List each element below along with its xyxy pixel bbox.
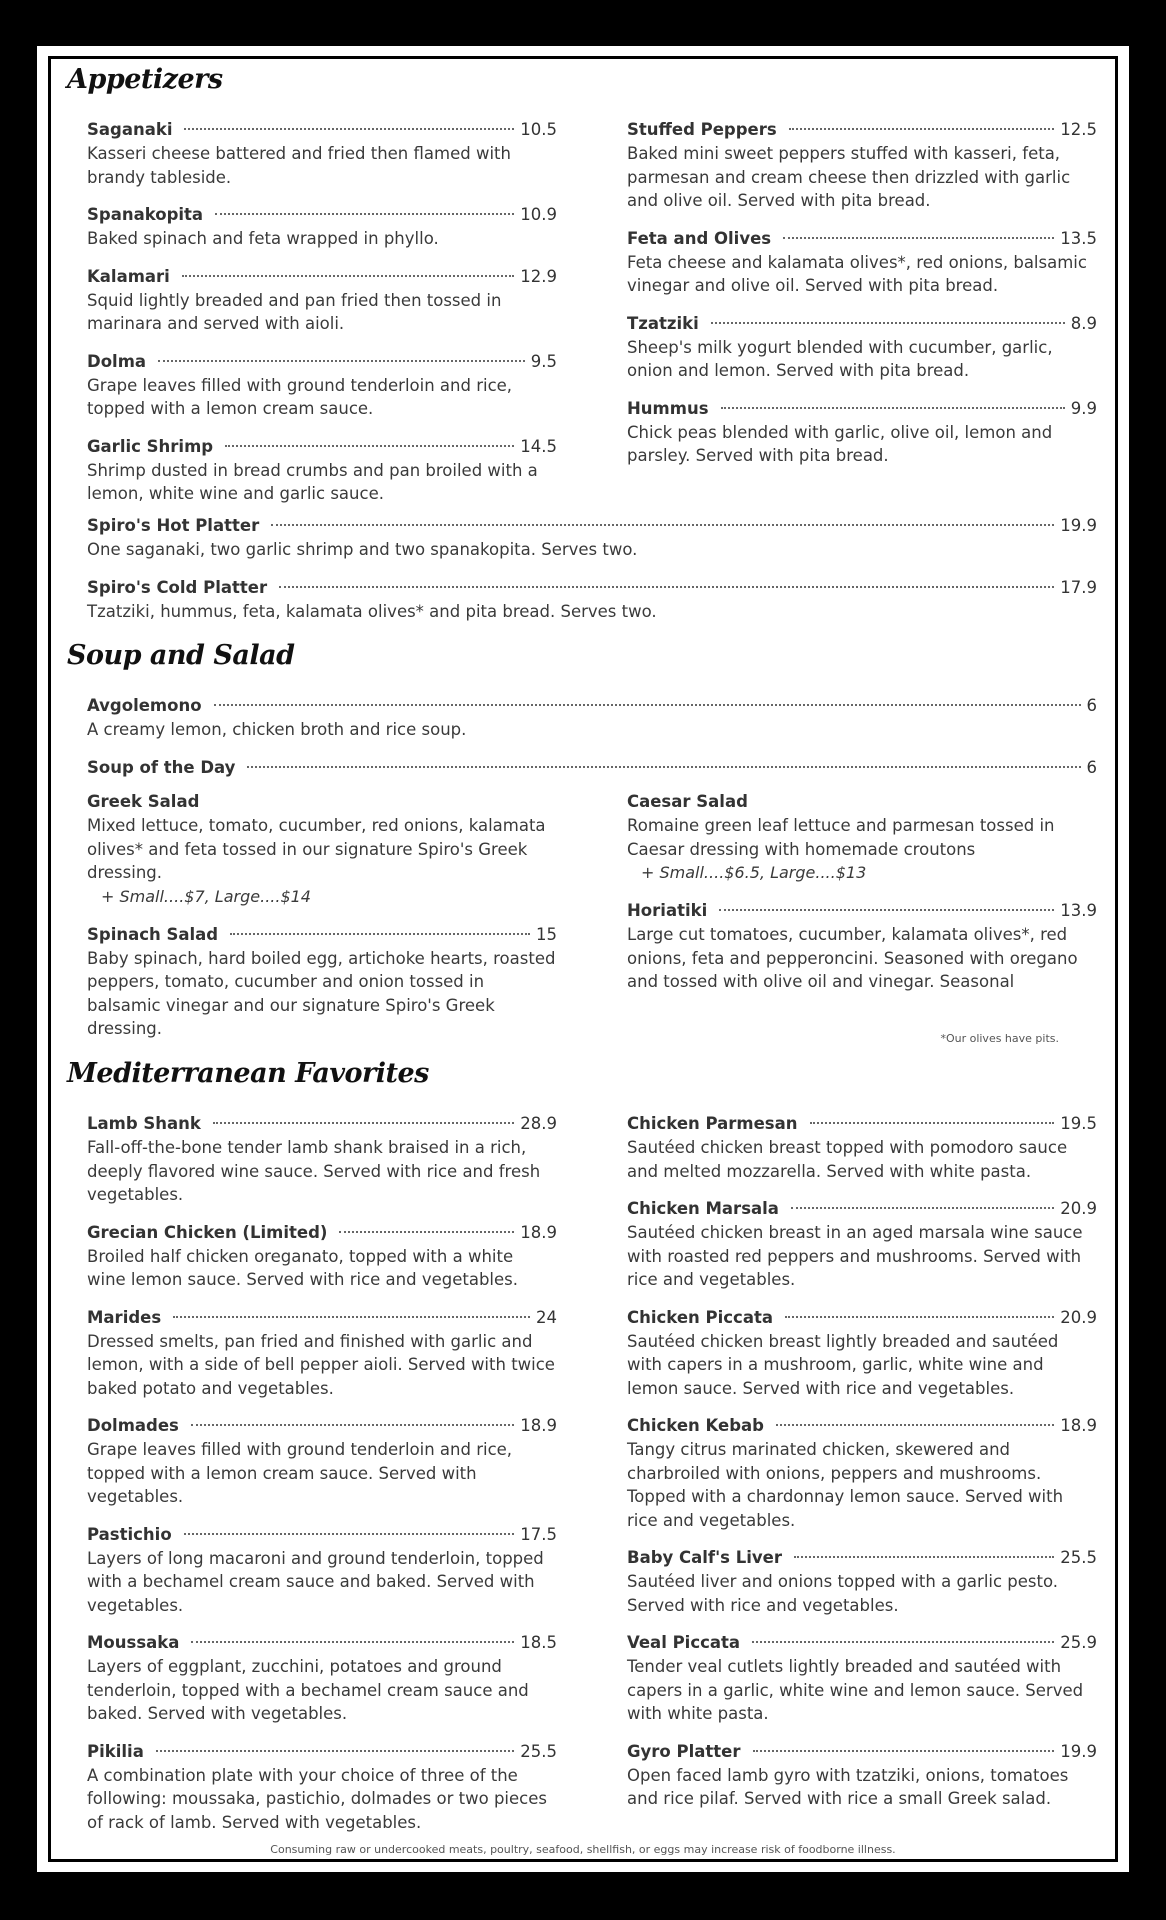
menu-item-price: 25.5 xyxy=(1060,1548,1097,1567)
mediterranean-right-column xyxy=(627,1112,1097,1825)
menu-item xyxy=(87,118,557,189)
menu-item-name: Caesar Salad xyxy=(627,792,748,811)
menu-item-header xyxy=(627,1197,1097,1221)
mediterranean-title: Mediterranean Favorites xyxy=(67,1058,429,1089)
menu-item-sizes: + Small....$7, Large....$14 xyxy=(101,886,311,906)
menu-item-header xyxy=(87,1221,557,1245)
menu-item-price: 10.9 xyxy=(520,205,557,224)
menu-item-price: 20.9 xyxy=(1060,1199,1097,1218)
menu-item-description: Romaine green leaf lettuce and parmesan tossed in Caesar dressing with homemade croutons xyxy=(627,816,1055,859)
menu-item-name: Baby Calf's Liver xyxy=(627,1548,782,1567)
menu-item-price: 13.5 xyxy=(1060,228,1097,248)
menu-item-name: Dolma xyxy=(87,351,147,371)
menu-item xyxy=(87,203,557,251)
menu-item-name: Spiro's Hot Platter xyxy=(87,516,260,535)
menu-item-price: 15 xyxy=(536,924,557,944)
menu-item xyxy=(87,576,1097,624)
menu-item-name: Spiro's Cold Platter xyxy=(87,577,268,597)
soup-list xyxy=(87,694,1097,794)
menu-item-description: Squid lightly breaded and pan fried then tossed in marinara and served with aioli. xyxy=(87,290,502,333)
menu-item-name: Chicken Marsala xyxy=(627,1199,779,1218)
menu-item-header xyxy=(87,694,1097,718)
menu-item-name: Spinach Salad xyxy=(87,924,219,944)
menu-item xyxy=(627,312,1097,383)
foodborne-illness-disclaimer: Consuming raw or undercooked meats, poultry, seafood, shellfish, or eggs may increase risk of foodborne illness. xyxy=(270,1843,896,1856)
menu-item xyxy=(87,1631,557,1726)
menu-item-description: A combination plate with your choice of three of the following: moussaka, pastichio, dolmades or two pieces of rack of lamb. Served with vegetables. xyxy=(87,1765,547,1832)
menu-item-price: 19.9 xyxy=(1060,1741,1097,1761)
menu-item-name: Veal Piccata xyxy=(627,1633,741,1652)
menu-item xyxy=(627,1197,1097,1292)
menu-item-description: One saganaki, two garlic shrimp and two spanakopita. Serves two. xyxy=(87,540,638,559)
menu-item-price: 9.5 xyxy=(530,351,557,371)
menu-item-description: Baked spinach and feta wrapped in phyllo. xyxy=(87,229,439,248)
menu-item-header xyxy=(87,923,557,947)
menu-item-price: 6 xyxy=(1086,696,1097,715)
menu-item-price: 24 xyxy=(536,1307,557,1327)
menu-item-header xyxy=(627,1740,1097,1764)
dot-leader xyxy=(711,322,1065,324)
menu-item-name: Tzatziki xyxy=(627,313,699,333)
dot-leader xyxy=(789,128,1055,130)
menu-item xyxy=(87,514,1097,562)
dot-leader xyxy=(791,1207,1054,1209)
menu-item xyxy=(87,265,557,336)
menu-item-name: Dolmades xyxy=(87,1416,179,1435)
dot-leader xyxy=(785,1316,1054,1318)
menu-item-price: 12.5 xyxy=(1060,120,1097,139)
menu-item-name: Hummus xyxy=(627,398,709,418)
menu-item-header xyxy=(87,1112,557,1136)
dot-leader xyxy=(339,1231,514,1233)
menu-item-name: Lamb Shank xyxy=(87,1114,201,1133)
dot-leader xyxy=(752,1641,1054,1643)
menu-item xyxy=(87,756,1097,780)
menu-item xyxy=(87,350,557,421)
menu-item-description: Fall-off-the-bone tender lamb shank braised in a rich, deeply flavored wine sauce. Served with rice and fresh vegetables. xyxy=(87,1138,541,1204)
menu-item xyxy=(87,435,557,506)
dot-leader xyxy=(173,1316,530,1318)
menu-item-header xyxy=(627,1112,1097,1136)
appetizers-left-column xyxy=(87,118,557,520)
menu-item-header xyxy=(87,756,1097,780)
menu-item xyxy=(627,1112,1097,1183)
dot-leader xyxy=(810,1122,1055,1124)
menu-item xyxy=(87,1221,557,1292)
dot-leader xyxy=(158,360,525,362)
menu-item-price: 10.5 xyxy=(520,120,557,139)
menu-item-price: 17.9 xyxy=(1060,577,1097,597)
menu-item xyxy=(87,1523,557,1618)
menu-item xyxy=(627,227,1097,298)
appetizers-right-column xyxy=(627,118,1097,482)
menu-item-name: Moussaka xyxy=(87,1633,180,1652)
menu-item-name: Chicken Kebab xyxy=(627,1416,764,1435)
menu-item-header xyxy=(87,514,1097,538)
menu-item-name: Pastichio xyxy=(87,1524,172,1544)
salad-right-column xyxy=(627,790,1097,1008)
menu-item-name: Greek Salad xyxy=(87,792,200,811)
dot-leader xyxy=(213,1122,514,1124)
menu-item xyxy=(87,1306,557,1401)
menu-item-header xyxy=(627,790,1097,814)
menu-item-price: 17.5 xyxy=(520,1524,557,1544)
menu-item-price: 25.5 xyxy=(520,1741,557,1761)
menu-item-header xyxy=(87,1414,557,1438)
dot-leader xyxy=(184,1533,515,1535)
salad-left-column xyxy=(87,790,557,1055)
menu-item-name: Saganaki xyxy=(87,120,173,139)
menu-item-name: Grecian Chicken (Limited) xyxy=(87,1222,328,1242)
menu-item-description: Mixed lettuce, tomato, cucumber, red onions, kalamata olives* and feta tossed in our signature Spiro's Greek dressing. xyxy=(87,816,546,882)
olive-pits-note: *Our olives have pits. xyxy=(940,1032,1059,1045)
menu-item-price: 18.9 xyxy=(520,1222,557,1242)
menu-item-header xyxy=(87,350,557,374)
menu-item-header xyxy=(87,203,557,227)
dot-leader xyxy=(156,1750,514,1752)
menu-item-name: Gyro Platter xyxy=(627,1741,741,1761)
menu-item-description: Grape leaves filled with ground tenderloin and rice, topped with a lemon cream sauce. xyxy=(87,375,513,418)
dot-leader xyxy=(214,704,1081,706)
menu-item-header xyxy=(627,227,1097,251)
dot-leader xyxy=(225,445,514,447)
menu-item xyxy=(87,1112,557,1207)
menu-item xyxy=(627,790,1097,885)
menu-item-price: 8.9 xyxy=(1070,313,1097,333)
menu-item-description: Layers of long macaroni and ground tenderloin, topped with a bechamel cream sauce and baked. Served with vegetables. xyxy=(87,1548,544,1615)
menu-item-header xyxy=(87,790,557,814)
menu-item-name: Spanakopita xyxy=(87,205,204,224)
menu-item-price: 13.9 xyxy=(1060,901,1097,920)
menu-item-header xyxy=(627,312,1097,336)
dot-leader xyxy=(247,766,1080,768)
menu-item-header xyxy=(87,265,557,289)
menu-item-description: Sautéed liver and onions topped with a garlic pesto. Served with rice and vegetables. xyxy=(627,1572,1059,1615)
dot-leader xyxy=(794,1556,1054,1558)
menu-item-header xyxy=(87,576,1097,600)
menu-item xyxy=(627,397,1097,468)
dot-leader xyxy=(271,524,1054,526)
menu-item xyxy=(627,118,1097,213)
menu-item-description: A creamy lemon, chicken broth and rice soup. xyxy=(87,720,467,739)
menu-item-price: 19.9 xyxy=(1060,516,1097,535)
menu-item xyxy=(87,1740,557,1835)
menu-item-description: Sheep's milk yogurt blended with cucumber, garlic, onion and lemon. Served with pita bread. xyxy=(627,337,1053,380)
menu-item-header xyxy=(87,1631,557,1655)
dot-leader xyxy=(191,1641,514,1643)
menu-item-description: Dressed smelts, pan fried and finished with garlic and lemon, with a side of bell pepper aioli. Served with twice baked potato and vegetables. xyxy=(87,1331,555,1398)
menu-item-header xyxy=(87,1306,557,1330)
menu-item xyxy=(627,1740,1097,1811)
menu-item-description: Sautéed chicken breast lightly breaded and sautéed with capers in a mushroom, garlic, white wine and lemon sauce. Served with rice and vegetables. xyxy=(627,1331,1059,1398)
menu-item-header xyxy=(87,1740,557,1764)
menu-item-price: 20.9 xyxy=(1060,1307,1097,1327)
dot-leader xyxy=(721,407,1065,409)
menu-item-name: Garlic Shrimp xyxy=(87,436,214,456)
menu-item xyxy=(87,790,557,909)
menu-item-price: 9.9 xyxy=(1070,398,1097,418)
menu-item-description: Open faced lamb gyro with tzatziki, onions, tomatoes and rice pilaf. Served with rice a small Greek salad. xyxy=(627,1765,1069,1808)
menu-item-name: Horiatiki xyxy=(627,901,708,920)
menu-item xyxy=(87,694,1097,742)
menu-item-description: Layers of eggplant, zucchini, potatoes and ground tenderloin, topped with a bechamel cream sauce and baked. Served with vegetables. xyxy=(87,1657,529,1723)
dot-leader xyxy=(230,933,530,935)
menu-item-description: Tangy citrus marinated chicken, skewered and charbroiled with onions, peppers and mushrooms. Topped with a chardonnay lemon sauce. Served with rice and vegetables. xyxy=(627,1440,1064,1530)
menu-item-description: Chick peas blended with garlic, olive oil, lemon and parsley. Served with pita bread. xyxy=(627,422,1053,465)
menu-item-name: Chicken Piccata xyxy=(627,1307,773,1327)
menu-item-price: 18.9 xyxy=(1060,1416,1097,1435)
menu-item-description: Baby spinach, hard boiled egg, artichoke hearts, roasted peppers, tomato, cucumber and onion tossed in balsamic vinegar and our signature Spiro's Greek dressing. xyxy=(87,948,556,1038)
dot-leader xyxy=(753,1750,1055,1752)
menu-item-header xyxy=(627,1631,1097,1655)
dot-leader xyxy=(191,1424,514,1426)
menu-item-description: Sautéed chicken breast in an aged marsala wine sauce with roasted red peppers and mushrooms. Served with rice and vegetables. xyxy=(627,1223,1083,1289)
menu-item-header xyxy=(627,1414,1097,1438)
menu-item xyxy=(627,1414,1097,1532)
menu-item-price: 18.9 xyxy=(520,1416,557,1435)
dot-leader xyxy=(719,909,1054,911)
dot-leader xyxy=(182,275,514,277)
menu-item-description: Grape leaves filled with ground tenderloin and rice, topped with a lemon cream sauce. Served with vegetables. xyxy=(87,1440,513,1506)
dot-leader xyxy=(184,128,514,130)
menu-page xyxy=(37,46,1129,1872)
menu-item-name: Stuffed Peppers xyxy=(627,120,777,139)
dot-leader xyxy=(783,237,1054,239)
menu-item-header xyxy=(627,1546,1097,1570)
menu-item-name: Feta and Olives xyxy=(627,228,772,248)
menu-item-price: 18.5 xyxy=(520,1633,557,1652)
menu-item xyxy=(87,1414,557,1509)
menu-item-price: 12.9 xyxy=(520,266,557,286)
appetizers-platters xyxy=(87,514,1097,637)
menu-item-sizes: + Small....$6.5, Large....$13 xyxy=(641,863,867,882)
menu-item-price: 6 xyxy=(1086,757,1097,777)
menu-item-name: Marides xyxy=(87,1307,162,1327)
menu-item-price: 14.5 xyxy=(520,436,557,456)
menu-item-header xyxy=(627,118,1097,142)
menu-item-description: Feta cheese and kalamata olives*, red onions, balsamic vinegar and olive oil. Served with pita bread. xyxy=(627,252,1087,295)
menu-item-name: Chicken Parmesan xyxy=(627,1114,798,1133)
dot-leader xyxy=(215,213,514,215)
soup-salad-title: Soup and Salad xyxy=(67,640,295,671)
menu-item-description: Sautéed chicken breast topped with pomodoro sauce and melted mozzarella. Served with white pasta. xyxy=(627,1138,1068,1181)
menu-item-price: 19.5 xyxy=(1060,1114,1097,1133)
menu-item-name: Pikilia xyxy=(87,1741,144,1761)
menu-item-header xyxy=(627,1306,1097,1330)
menu-item xyxy=(627,899,1097,994)
menu-item xyxy=(627,1631,1097,1726)
menu-item-header xyxy=(87,118,557,142)
menu-item-description: Shrimp dusted in bread crumbs and pan broiled with a lemon, white wine and garlic sauce. xyxy=(87,460,538,503)
menu-item-header xyxy=(627,397,1097,421)
appetizers-title: Appetizers xyxy=(67,64,223,95)
mediterranean-left-column xyxy=(87,1112,557,1848)
menu-item-description: Tender veal cutlets lightly breaded and sautéed with capers in a garlic, white wine and lemon sauce. Served with white pasta. xyxy=(627,1657,1084,1723)
menu-item-header xyxy=(87,435,557,459)
menu-item xyxy=(627,1546,1097,1617)
menu-item-header xyxy=(627,899,1097,923)
menu-item-description: Broiled half chicken oreganato, topped with a white wine lemon sauce. Served with rice and vegetables. xyxy=(87,1246,519,1289)
menu-item-description: Tzatziki, hummus, feta, kalamata olives* and pita bread. Serves two. xyxy=(87,601,657,621)
menu-item-name: Soup of the Day xyxy=(87,757,236,777)
menu-item-price: 28.9 xyxy=(520,1114,557,1133)
menu-item xyxy=(87,923,557,1041)
menu-item-price: 25.9 xyxy=(1060,1633,1097,1652)
menu-item-header xyxy=(87,1523,557,1547)
menu-item-description: Baked mini sweet peppers stuffed with kasseri, feta, parmesan and cream cheese then drizzled with garlic and olive oil. Served with pita bread. xyxy=(627,144,1071,210)
dot-leader xyxy=(279,586,1054,588)
menu-item-description: Kasseri cheese battered and fried then flamed with brandy tableside. xyxy=(87,144,511,187)
menu-item-description: Large cut tomatoes, cucumber, kalamata olives*, red onions, feta and pepperoncini. Seasoned with oregano and tossed with olive oil and vinegar. Seasonal xyxy=(627,925,1078,991)
menu-item xyxy=(627,1306,1097,1401)
menu-item-name: Kalamari xyxy=(87,266,170,286)
menu-item-name: Avgolemono xyxy=(87,696,202,715)
dot-leader xyxy=(776,1424,1054,1426)
